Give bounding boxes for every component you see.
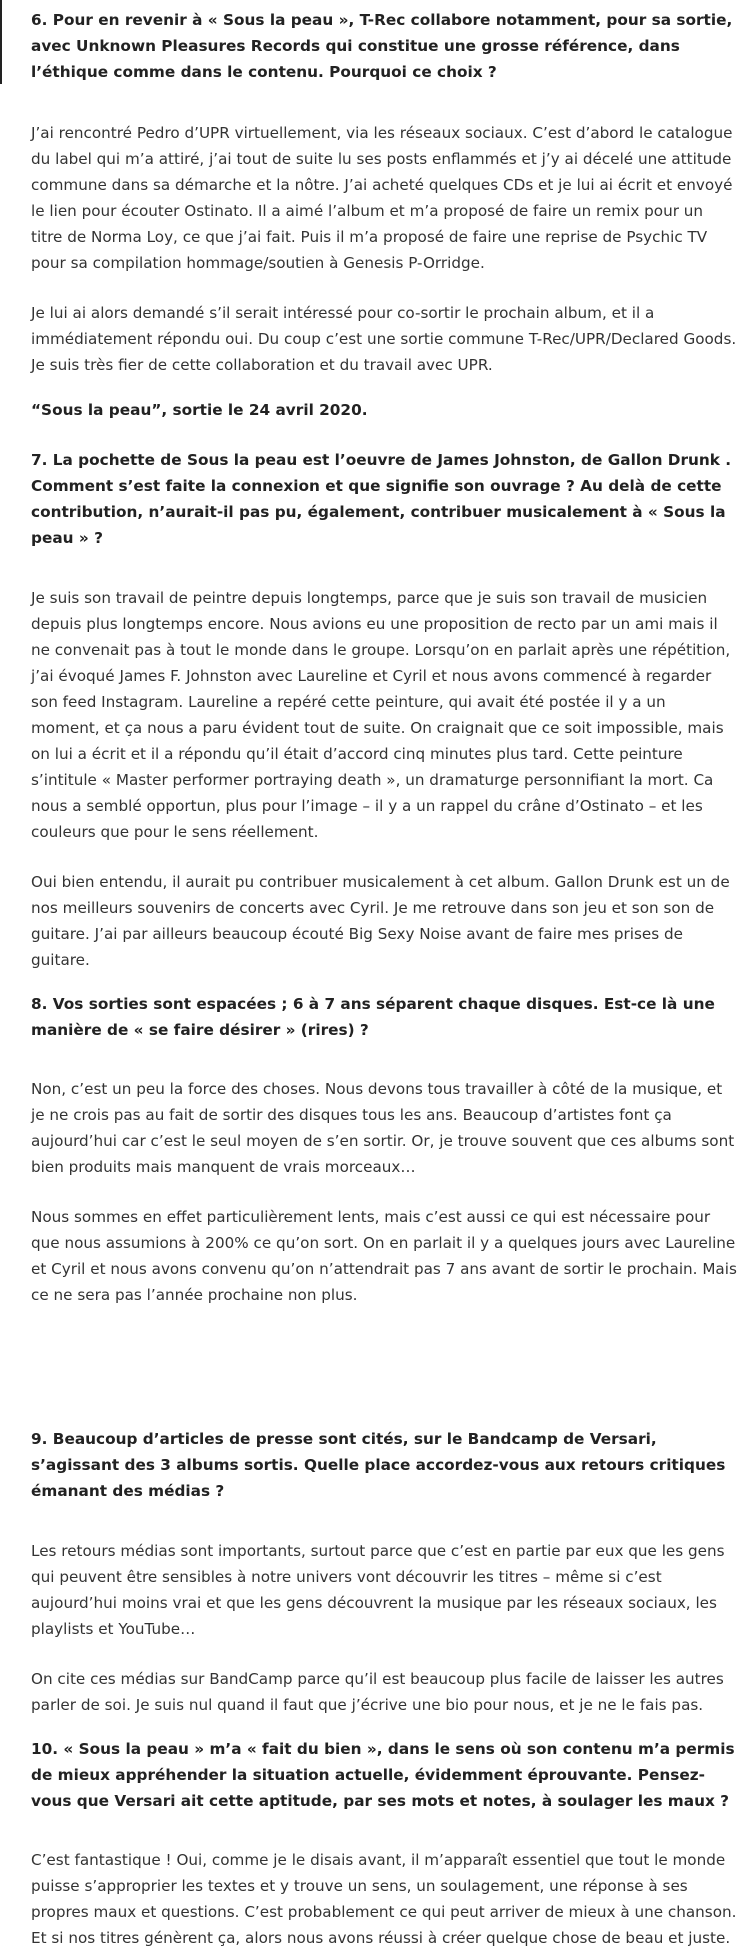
answer-10-paragraph-1: C’est fantastique ! Oui, comme je le disais avant, il m’apparaît essentiel que tout le monde puisse s’approprier les textes et y trouve un sens, un soulagement, une réponse à ses propres maux et questions. C’est probablement ce qui peut arriver de mieux à une chanson. Et si nos titres génèrent ça, alors nous avons réussi à créer quelque chose de beau et juste.	[31, 1851, 737, 1947]
answer-9-paragraph-2: On cite ces médias sur BandCamp parce qu’il est beaucoup plus facile de laisser les autres parler de soi. Je suis nul quand il faut que j’écrive une bio pour nous, et je ne le fais pas.	[31, 1670, 724, 1714]
question-6: 6. Pour en revenir à « Sous la peau », T-Rec collabore notamment, pour sa sortie, avec Unknown Pleasures Records qui constitue une grosse référence, dans l’éthique comme dans le contenu. Pourquoi ce choix ?	[31, 11, 733, 81]
interview-article	[31, 0, 738, 1951]
answer-6-paragraph-1: J’ai rencontré Pedro d’UPR virtuellement, via les réseaux sociaux. C’est d’abord le catalogue du label qui m’a attiré, j’ai tout de suite lu ses posts enflammés et j’y ai décelé une attitude commune dans sa démarche et la nôtre. J’ai acheté quelques CDs et je lui ai écrit et envoyé le lien pour écouter Ostinato. Il a aimé l’album et m’a proposé de faire un remix pour un titre de Norma Loy, ce que j’ai fait. Puis il m’a proposé de faire une reprise de Psychic TV pour sa compilation hommage/soutien à Genesis P-Orridge.	[31, 124, 733, 272]
answer-6-paragraph-2: Je lui ai alors demandé s’il serait intéressé pour co-sortir le prochain album, et il a immédiatement répondu oui. Du coup c’est une sortie commune T-Rec/UPR/Declared Goods. Je suis très fier de cette collaboration et du travail avec UPR.	[31, 304, 737, 374]
answer-9-paragraph-1: Les retours médias sont importants, surtout parce que c’est en partie par eux que les gens qui peuvent être sensibles à notre univers vont découvrir les titres – même si c’est aujourd’hui moins vrai et que les gens découvrent la musique par les réseaux sociaux, les playlists et YouTube…	[31, 1542, 725, 1638]
answer-7-paragraph-2: Oui bien entendu, il aurait pu contribuer musicalement à cet album. Gallon Drunk est un de nos meilleurs souvenirs de concerts avec Cyril. Je me retrouve dans son jeu et son son de guitare. J’ai par ailleurs beaucoup écouté Big Sexy Noise avant de faire mes prises de guitare.	[31, 873, 730, 969]
release-note: “Sous la peau”, sortie le 24 avril 2020.	[31, 401, 368, 419]
question-8: 8. Vos sorties sont espacées ; 6 à 7 ans séparent chaque disques. Est-ce là une manière de « se faire désirer » (rires) ?	[31, 995, 715, 1039]
blockquote-rule	[0, 0, 2, 84]
answer-8-paragraph-2: Nous sommes en effet particulièrement lents, mais c’est aussi ce qui est nécessaire pour que nous assumions à 200% ce qu’on sort. On en parlait il y a quelques jours avec Laureline et Cyril et nous avons convenu qu’on n’attendrait pas 7 ans avant de sortir le prochain. Mais ce ne sera pas l’année prochaine non plus.	[31, 1208, 737, 1304]
question-9: 9. Beaucoup d’articles de presse sont cités, sur le Bandcamp de Versari, s’agissant des 3 albums sortis. Quelle place accordez-vous aux retours critiques émanant des médias ?	[31, 1430, 726, 1500]
question-10: 10. « Sous la peau » m’a « fait du bien », dans le sens où son contenu m’a permis de mieux appréhender la situation actuelle, évidemment éprouvante. Pensez-vous que Versari ait cette aptitude, par ses mots et notes, à soulager les maux ?	[31, 1740, 735, 1810]
answer-7-paragraph-1: Je suis son travail de peintre depuis longtemps, parce que je suis son travail de musicien depuis plus longtemps encore. Nous avions eu une proposition de recto par un ami mais il ne convenait pas à tout le monde dans le groupe. Lorsqu’on en parlait après une répétition, j’ai évoqué James F. Johnston avec Laureline et Cyril et nous avons commencé à regarder son feed Instagram. Laureline a repéré cette peinture, qui avait été postée il y a un moment, et ça nous a paru évident tout de suite. On craignait que ce soit impossible, mais on lui a écrit et il a répondu qu’il était d’accord cinq minutes plus tard. Cette peinture s’intitule « Master performer portraying death », un dramaturge personnifiant la mort. Ca nous a semblé opportun, plus pour l’image – il y a un rappel du crâne d’Ostinato – et les couleurs que pour le sens réellement.	[31, 589, 731, 841]
answer-8-paragraph-1: Non, c’est un peu la force des choses. Nous devons tous travailler à côté de la musique, et je ne crois pas au fait de sortir des disques tous les ans. Beaucoup d’artistes font ça aujourd’hui car c’est le seul moyen de s’en sortir. Or, je trouve souvent que ces albums sont bien produits mais manquent de vrais morceaux…	[31, 1080, 735, 1176]
question-7: 7. La pochette de Sous la peau est l’oeuvre de James Johnston, de Gallon Drunk . Comment s’est faite la connexion et que signifie son ouvrage ? Au delà de cette contribution, n’aurait-il pas pu, également, contribuer musicalement à « Sous la peau » ?	[31, 451, 732, 547]
